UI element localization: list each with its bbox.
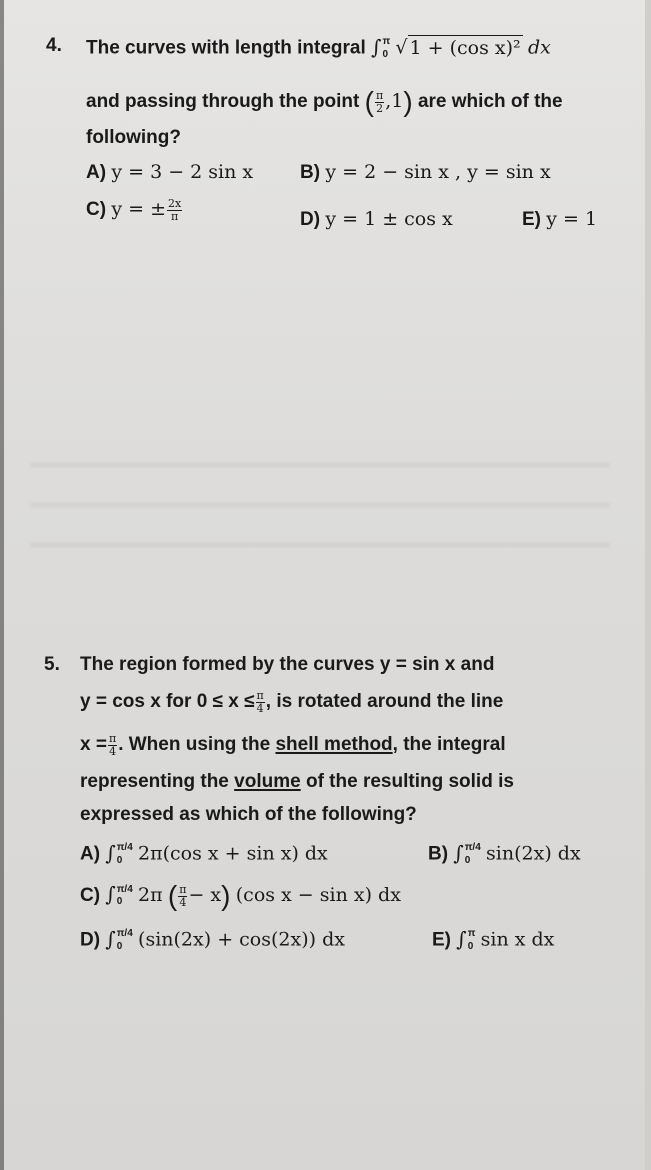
integral-sign: ∫ [371, 34, 382, 59]
q5-option-a[interactable]: A) ∫ π/4 0 2π(cos x + sin x) dx [80, 840, 328, 866]
q5-option-d-letter: D) [80, 929, 101, 951]
q4-option-e[interactable] [522, 210, 597, 229]
q5-option-a-body: 2π(cos x + sin x) dx [138, 842, 328, 865]
integral-sign: ∫ [105, 926, 116, 951]
q5-option-b-letter: B) [428, 843, 449, 865]
q4-option-c-fraction: $\frac{2x}{\pi}$ [168, 197, 182, 223]
question-4-line-1 [86, 36, 551, 61]
q5-option-c-letter: C) [80, 885, 101, 907]
integral-sign: ∫ [105, 840, 116, 865]
q5-option-b-body: sin(2x) dx [486, 842, 581, 865]
q5-option-c[interactable]: C) ∫ π/4 0 2π ( $\frac{\pi}{4}$ − x) (cos x − sin x) dx [80, 880, 401, 911]
question-5-number: 5. [44, 654, 60, 675]
differential: dx [527, 36, 551, 59]
q4-option-c-prefix: y = ± [111, 198, 166, 221]
volume-term: volume [234, 771, 301, 792]
q4-option-c[interactable] [86, 198, 183, 222]
q4-option-d-text: y = 1 ± cos x [325, 208, 453, 230]
question-4-number: 4. [46, 35, 62, 56]
q5-option-c-fraction: $\frac{\pi}{4}$ [179, 882, 187, 909]
question-4-line-2: and passing through the point ( $\frac{\pi}{2}$ ,1) are which of the [86, 86, 563, 117]
q4-option-a-letter: A) [86, 162, 107, 183]
question-5-line-5: expressed as which of the following? [80, 804, 417, 825]
interval-upper-bound: $\frac{\pi}{4}$ [256, 689, 264, 715]
q4-option-d-letter: D) [300, 209, 321, 230]
integral-limits: π 0 [382, 36, 391, 60]
q4-option-e-text: y = 1 [546, 208, 598, 230]
question-4-line-3: following? [86, 127, 181, 148]
q4-option-c-letter: C) [86, 199, 107, 221]
q4-option-b[interactable] [300, 163, 551, 182]
question-5-line-3: x = $\frac{\pi}{4}$ . When using the shell method, the integral [80, 732, 506, 758]
q5-option-b[interactable]: B) ∫ π/4 0 sin(2x) dx [428, 840, 581, 866]
question-4-stem-lead: The curves with length integral [86, 37, 366, 59]
q5-option-d[interactable]: D) ∫ π/4 0 (sin(2x) + cos(2x)) dx [80, 926, 345, 952]
q4-option-a[interactable] [86, 163, 253, 182]
q5-option-e-body: sin x dx [480, 928, 555, 951]
question-5-line-2: y = cos x for 0 ≤ x ≤ $\frac{\pi}{4}$ , is rotated around the line [80, 689, 504, 715]
paper-left-edge [0, 0, 4, 1170]
q5-option-e-letter: E) [432, 929, 451, 951]
q5-option-a-letter: A) [80, 843, 101, 865]
q5-option-d-body: (sin(2x) + cos(2x)) dx [138, 928, 345, 951]
shell-method-term: shell method [275, 734, 393, 756]
point-y: 1 [391, 90, 404, 113]
question-5-line-4: representing the volume of the resulting solid is [80, 771, 514, 792]
question-5-line-1: The region formed by the curves y = sin x and [80, 654, 495, 675]
integral-sign: ∫ [456, 926, 467, 951]
q4-option-b-text: y = 2 − sin x , y = sin x [325, 161, 551, 183]
point-x: $\frac{\pi}{2}$ [375, 88, 384, 115]
q4-option-e-letter: E) [522, 209, 541, 230]
q5-option-e[interactable]: E) ∫ π 0 sin x dx [432, 926, 555, 952]
paper-right-edge [645, 0, 651, 1170]
sqrt-symbol: √ [395, 36, 408, 59]
rotation-axis-value: $\frac{\pi}{4}$ [108, 732, 117, 758]
question-4-line2-lead: and passing through the point [86, 91, 360, 113]
integrand: 1 + (cos x)² [409, 36, 521, 59]
q4-option-b-letter: B) [300, 162, 321, 183]
integral-sign: ∫ [105, 882, 116, 907]
question-4-line2-tail: are which of the [417, 91, 563, 113]
bleed-through-text [30, 445, 610, 565]
q4-option-d[interactable] [300, 210, 453, 229]
integral-sign: ∫ [453, 840, 464, 865]
q4-option-a-text: y = 3 − 2 sin x [111, 161, 254, 183]
